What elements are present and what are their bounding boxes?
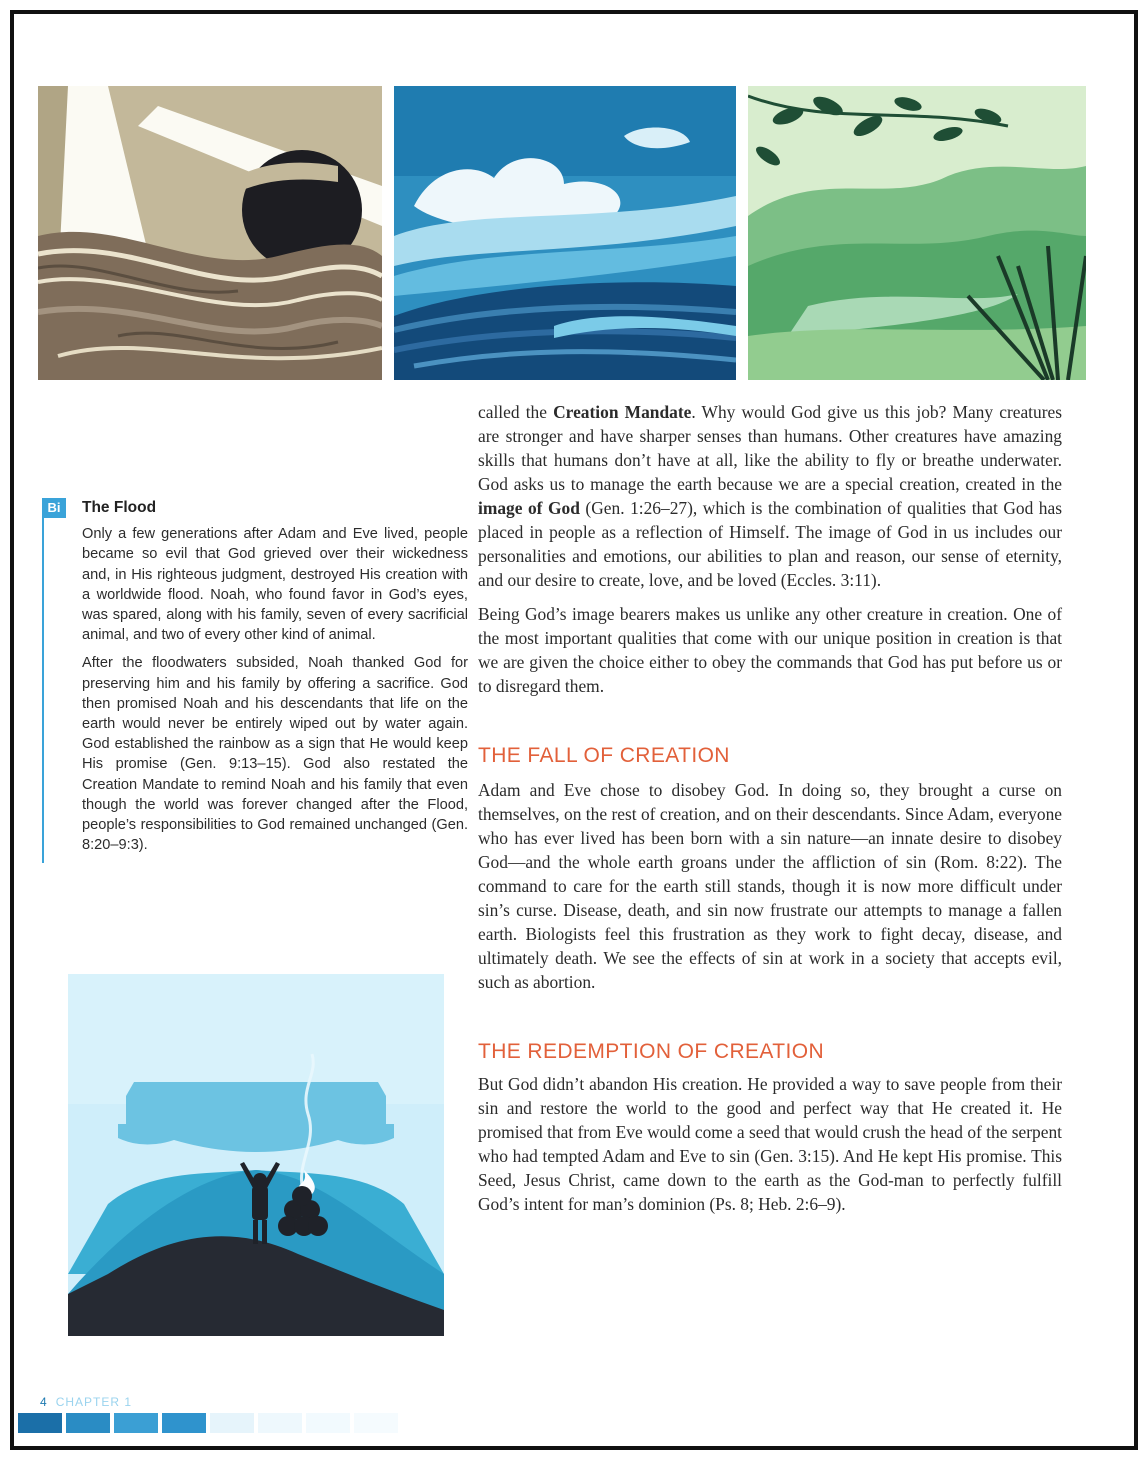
sidebar-paragraph: After the floodwaters subsided, Noah thanked God for preserving him and his family by offering a sacrifice. God then promised Noah and his descendants that life on the earth would never be entirely wiped out by water again. God established the rainbow as a sign that He would keep His promise (Gen. 9:13–15). God also restated the Creation Mandate to remind Noah and his family that even though the world was forever changed after the Flood, people’s responsibilities to God remained unchanged (Gen. 8:20–9:3). <box>82 655 468 854</box>
section-body-fall: Adam and Eve chose to disobey God. In doing so, they brought a curse on themselves, on the rest of creation, and on their descendants. Since Adam, everyone who has ever lived has been born with a sin nature—an innate desire to disobey God—and the whole earth groans under the affliction of sin (Rom. 8:22). The command to care for the earth still stands, though it is now more difficult under sin’s curse. Disease, death, and sin now frustrate our attempts to manage a fallen earth. Biologists feel this frustration as they work to fight decay, disease, and ultimately death. We see the effects of sin at work in a society that accepts evil, such as abortion. <box>478 780 1062 992</box>
footer-color-block <box>114 1413 158 1433</box>
page-footer-label <box>40 1395 132 1409</box>
section-body-redemption: But God didn’t abandon His creation. He provided a way to save people from their sin and restore the world to the good and perfect way that He created it. He promised that from Eve would come a seed that would crush the head of the serpent who had tempted Adam and Eve to sin (Gen. 3:15). And He kept His promise. This Seed, Jesus Christ, came down to the earth as the God-man to perfectly fulfill God’s intent for man’s dominion (Ps. 8; Heb. 2:6–9). <box>478 1074 1062 1214</box>
chapter-label: CHAPTER 1 <box>55 1395 133 1409</box>
sky-sea-illustration <box>394 86 736 380</box>
dark-sun-illustration <box>38 86 382 380</box>
main-text-column <box>478 400 1062 1226</box>
footer-color-block <box>66 1413 110 1433</box>
textbook-page <box>10 10 1138 1450</box>
footer-color-block <box>258 1413 302 1433</box>
footer-color-block <box>354 1413 398 1433</box>
sidebar-paragraph: Only a few generations after Adam and Eve lived, people became so evil that God grieved over their wickedness and, in His righteous judgment, destroyed His creation with a worldwide flood. Noah, who found favor in God’s eyes, was spared, along with his family, seven of every sacrificial animal, and two of every other kind of animal. <box>82 526 468 644</box>
footer-color-block <box>210 1413 254 1433</box>
creation-mandate-paragraph: called the Creation Mandate. Why would God give us this job? Many creatures are stronger and have sharper senses than humans. Other creatures have amazing skills that humans don’t have at all, like the ability to fly or breathe underwater. God asks us to manage the earth because we are a special creation, created in the image of God (Gen. 1:26–27), which is the combination of qualities that God has placed in people as a reflection of Himself. The image of God in us includes our personalities and emotions, our abilities to plan and reason, our sense of eternity, and our desire to create, love, and be loved (Eccles. 3:11). <box>478 402 1062 590</box>
term-creation-mandate: Creation Mandate <box>553 402 692 422</box>
sidebar-the-flood <box>42 498 468 863</box>
bible-integration-badge: Bi <box>42 498 66 518</box>
section-heading-fall: THE FALL OF CREATION <box>478 744 730 767</box>
footer-color-block <box>306 1413 350 1433</box>
green-valley-illustration <box>748 86 1086 380</box>
noah-sacrifice-illustration <box>68 974 444 1336</box>
footer-color-block <box>162 1413 206 1433</box>
term-image-of-god: image of God <box>478 498 580 518</box>
footer-color-block <box>18 1413 62 1433</box>
page-number: 4 <box>40 1395 48 1409</box>
image-bearers-paragraph: Being God’s image bearers makes us unlike any other creature in creation. One of the most important qualities that come with our unique position in creation is that we are given the choice either to obey the commands that God has put before us or to disregard them. <box>478 604 1062 696</box>
sidebar-title: The Flood <box>82 499 157 516</box>
section-heading-redemption: THE REDEMPTION OF CREATION <box>478 1040 825 1063</box>
